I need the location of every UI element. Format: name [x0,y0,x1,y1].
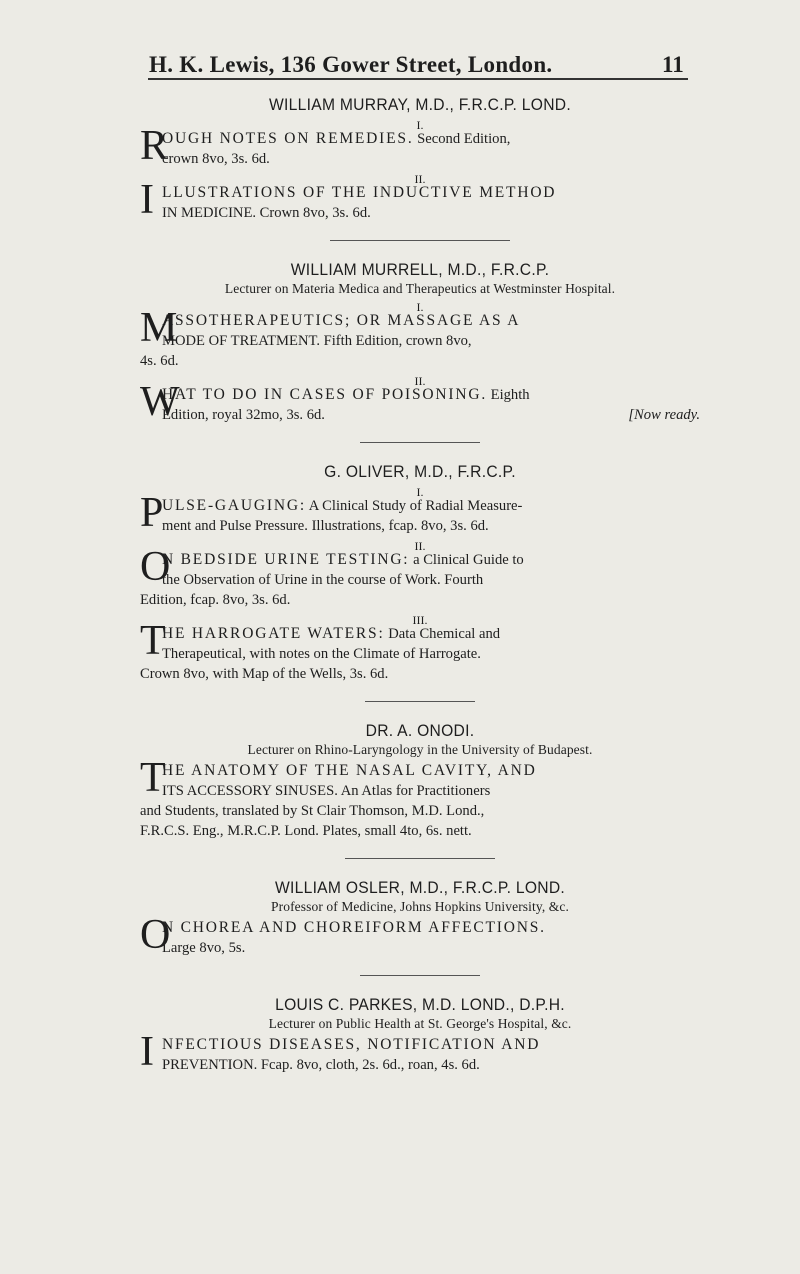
book-title-rest: a Clinical Guide to [409,552,524,568]
author-section [140,878,700,958]
book-title: N CHOREA AND CHOREIFORM AFFECTIONS. [162,919,546,936]
book-details: Edition, royal 32mo, 3s. 6d. [162,407,325,423]
work-number: I. [416,485,424,499]
section-divider [345,858,495,859]
author-position: Lecturer on Public Health at St. George's Hospital, &c. [268,1016,572,1031]
author-section [140,462,700,684]
section-divider [365,701,475,702]
book-title-rest: Data Chemical and [384,626,501,642]
section-divider [360,442,480,443]
book-details: ITS ACCESSORY SINUSES. An Atlas for Practitioners [162,783,491,799]
book-entry [140,305,700,371]
book-details: ment and Pulse Pressure. Illustrations, fcap. 8vo, 3s. 6d. [162,518,489,534]
drop-capital: T [140,755,166,801]
book-title-rest: A Clinical Study of Radial Measure- [305,498,523,514]
drop-capital: R [140,123,169,169]
book-details: the Observation of Urine in the course of Work. Fourth [162,572,484,588]
running-head-publisher: H. K. Lewis, 136 Gower Street, London. [149,52,553,77]
book-details: crown 8vo, 3s. 6d. [162,151,270,167]
book-title: HE ANATOMY OF THE NASAL CAVITY, AND [162,762,537,779]
book-entry [140,755,700,841]
book-details: Large 8vo, 5s. [162,940,246,956]
book-details: Edition, fcap. 8vo, 3s. 6d. [140,592,291,608]
drop-capital: I [140,1029,154,1075]
book-title-rest: Eighth [487,387,530,403]
book-details: Therapeutical, with notes on the Climate of Harrogate. [162,646,481,662]
author-section [140,721,700,841]
book-details: and Students, translated by St Clair Thomson, M.D. Lond., [140,803,485,819]
page-number: 11 [662,52,684,77]
book-title: OUGH NOTES ON REMEDIES. [162,130,414,147]
book-details: PREVENTION. Fcap. 8vo, cloth, 2s. 6d., roan, 4s. 6d. [162,1057,480,1073]
work-number: II. [414,539,426,553]
author-section [140,260,700,425]
book-entry [140,912,700,958]
section-divider [330,240,510,241]
author-heading: G. OLIVER, M.D., F.R.C.P. [324,462,516,481]
work-number: I. [416,118,424,132]
book-title: NFECTIOUS DISEASES, NOTIFICATION AND [162,1036,541,1053]
work-number: III. [412,613,428,627]
book-title: HE HARROGATE WATERS: [162,625,385,642]
drop-capital: I [140,177,154,223]
book-entry [140,1029,700,1075]
author-section [140,995,700,1075]
author-heading: WILLIAM MURRAY, M.D., F.R.C.P. LOND. [269,95,571,114]
section-divider [360,975,480,976]
drop-capital: W [140,379,180,425]
work-number: II. [414,172,426,186]
availability-note: [Now ready. [628,407,700,423]
drop-capital: P [140,490,164,536]
catalogue-listing [140,95,700,1075]
drop-capital: O [140,544,171,590]
author-heading: DR. A. ONODI. [365,721,475,740]
header-rule [148,78,688,80]
drop-capital: M [140,305,178,351]
book-title: N BEDSIDE URINE TESTING: [162,551,410,568]
author-position: Lecturer on Rhino-Laryngology in the University of Budapest. [247,742,593,757]
author-heading: WILLIAM OSLER, M.D., F.R.C.P. LOND. [274,878,566,897]
drop-capital: T [140,618,166,664]
book-entry [140,123,700,169]
book-details: IN MEDICINE. Crown 8vo, 3s. 6d. [162,205,371,221]
drop-capital: O [140,912,171,958]
author-position: Lecturer on Materia Medica and Therapeutics at Westminster Hospital. [224,281,616,296]
book-title: HAT TO DO IN CASES OF POISONING. [162,386,488,403]
book-details: Crown 8vo, with Map of the Wells, 3s. 6d. [140,666,389,682]
book-title: ASSOTHERAPEUTICS; OR MASSAGE AS A [162,312,521,329]
author-heading: LOUIS C. PARKES, M.D. LOND., D.P.H. [275,995,565,1014]
book-details: 4s. 6d. [140,353,179,369]
book-details: MODE OF TREATMENT. Fifth Edition, crown 8vo, [162,333,472,349]
work-number: I. [416,300,424,314]
author-position: Professor of Medicine, Johns Hopkins University, &c. [271,899,569,914]
book-title: LLUSTRATIONS OF THE INDUCTIVE METHOD [162,184,557,201]
book-entry [140,490,700,536]
author-heading: WILLIAM MURRELL, M.D., F.R.C.P. [290,260,550,279]
book-title-rest: Second Edition, [413,131,511,147]
work-number: II. [414,374,426,388]
book-title: ULSE-GAUGING: [162,497,306,514]
book-details: F.R.C.S. Eng., M.R.C.P. Lond. Plates, small 4to, 6s. nett. [140,823,472,839]
author-section [140,95,700,223]
